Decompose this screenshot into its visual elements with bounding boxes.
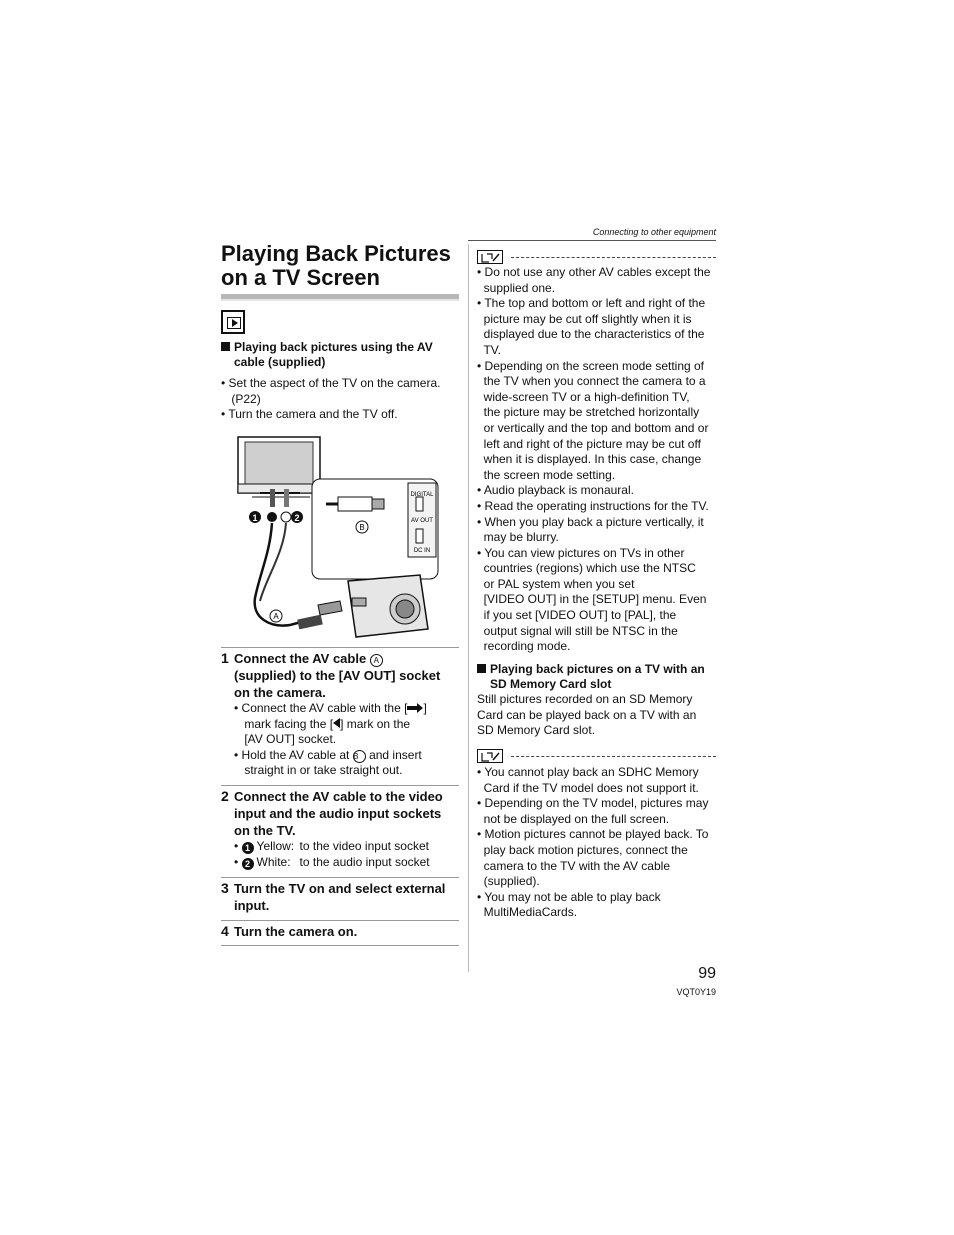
note-line: or PAL system when you set <box>477 576 635 591</box>
step-2-notes <box>234 839 460 870</box>
step-divider <box>221 647 459 648</box>
note-line: • Read the operating instructions for the TV. <box>477 498 709 513</box>
section-heading-av-cable: Playing back pictures using the AV cable (supplied) <box>221 340 461 370</box>
square-bullet-icon <box>477 664 486 673</box>
note-item <box>477 827 717 889</box>
list-item: • Connect the AV cable with the [ ] mark facing the [ ] mark on the [AV OUT] socket. <box>234 701 427 747</box>
marker-a-label: A <box>273 612 279 621</box>
note-item <box>477 546 717 655</box>
note-item <box>477 765 717 796</box>
marker-2-label: 2 <box>294 513 300 523</box>
playback-mode-icon <box>221 310 245 334</box>
body-line: SD Memory Card slot. <box>477 723 596 738</box>
section-heading-sd-card: Playing back pictures on a TV with an SD Memory Card slot <box>477 662 719 692</box>
notes-list-1 <box>477 265 717 655</box>
marker-b-inline: B <box>353 750 366 763</box>
note-line: [VIDEO OUT] in the [SETUP] menu. Even <box>477 592 707 607</box>
step-divider <box>221 945 459 946</box>
port-digital: DIGITAL <box>410 492 434 498</box>
list-item: • 1 Yellow: to the video input socket <box>234 839 429 853</box>
note-icon <box>477 250 503 264</box>
column-divider <box>468 244 469 972</box>
note-item <box>477 359 717 484</box>
marker-a-inline: A <box>370 654 383 667</box>
step-1-notes <box>234 701 460 779</box>
note-line: • Audio playback is monaural. <box>477 483 634 498</box>
note-line: if you set [VIDEO OUT] to [PAL], the <box>477 608 677 623</box>
step-divider <box>221 877 459 878</box>
square-bullet-icon <box>221 342 230 351</box>
list-item: • 2 White: to the audio input socket <box>234 854 430 869</box>
note-line: picture may be cut off slightly when it is <box>477 311 692 326</box>
camera-illustration <box>318 575 428 637</box>
note-line: TV. <box>477 342 502 357</box>
note-line: may be blurry. <box>477 530 559 545</box>
note-line: the TV when you connect the camera to a <box>477 374 706 389</box>
note-line: or vertically and the top and bottom and or <box>477 420 709 435</box>
note-line: • Motion pictures cannot be played back. To <box>477 827 709 842</box>
note-item <box>477 499 717 515</box>
prep-bullets <box>221 376 461 423</box>
port-avout: AV OUT <box>411 518 433 524</box>
note-item <box>477 796 717 827</box>
connection-diagram <box>230 433 440 645</box>
note-item <box>477 265 717 296</box>
body-line: Card can be played back on a TV with an <box>477 707 697 722</box>
note-line: the picture may be stretched horizontally <box>477 405 700 420</box>
title-line-2: on a TV Screen <box>221 265 380 290</box>
marker-b-label: B <box>359 523 365 532</box>
note-line: supplied one. <box>477 280 556 295</box>
marker-1 <box>249 511 261 523</box>
note-line: • You may not be able to play back <box>477 889 661 904</box>
list-item: • Hold the AV cable at B and insert straight in or take straight out. <box>234 747 422 778</box>
note-item <box>477 515 717 546</box>
note-line: recording mode. <box>477 639 571 654</box>
tv-illustration <box>238 437 320 497</box>
note-icon <box>477 749 503 763</box>
note-line: wide-screen TV or a high-definition TV, <box>477 389 690 404</box>
step-4: 4 Turn the camera on. <box>221 923 358 939</box>
note-line: (supplied). <box>477 874 540 889</box>
body-line: Still pictures recorded on an SD Memory <box>477 692 693 706</box>
note-line: output signal will still be NTSC in the <box>477 623 678 638</box>
title-line-1: Playing Back Pictures <box>221 241 451 266</box>
note-line: play back motion pictures, connect the <box>477 842 688 857</box>
step-divider <box>221 920 459 921</box>
page-title <box>221 242 461 290</box>
note-item <box>477 296 717 358</box>
note-line: left and right of the picture may be cut off <box>477 436 701 451</box>
sd-card-description <box>477 692 717 739</box>
step-divider <box>221 785 459 786</box>
note-line: • When you play back a picture vertically, it <box>477 514 704 529</box>
document-code: VQT0Y19 <box>676 987 716 997</box>
note-line: • You can view pictures on TVs in other <box>477 545 685 560</box>
triangle-mark-icon <box>333 718 340 728</box>
note-divider <box>511 756 716 757</box>
rca-plugs <box>255 489 305 626</box>
arrow-mark-icon <box>407 704 423 712</box>
note-line: when it is displayed. In this case, change <box>477 452 702 467</box>
note-line: camera to the TV with the AV cable <box>477 858 670 873</box>
note-line: • The top and bottom or left and right of the <box>477 296 706 311</box>
list-item: • Set the aspect of the TV on the camera. (P22) <box>221 376 441 406</box>
note-line: countries (regions) which use the NTSC <box>477 561 696 576</box>
section-label: Connecting to other equipment <box>592 227 716 237</box>
note-line: the screen mode setting. <box>477 467 616 482</box>
note-line: • Do not use any other AV cables except the <box>477 265 711 279</box>
note-divider <box>511 257 716 258</box>
header-rule <box>468 240 716 241</box>
step-1: 1 Connect the AV cable A (supplied) to the [AV OUT] socket on the camera. <box>221 650 441 700</box>
page-number: 99 <box>698 965 716 982</box>
port-dcin: DC IN <box>413 548 431 554</box>
note-line: displayed due to the characteristics of the <box>477 327 705 342</box>
title-underline-shadow <box>221 299 459 301</box>
note-line: MultiMediaCards. <box>477 905 578 920</box>
note-line: • Depending on the TV model, pictures may <box>477 796 709 811</box>
socket-callout <box>312 479 438 579</box>
note-line: • Depending on the screen mode setting of <box>477 358 705 373</box>
notes-list-2 <box>477 765 717 921</box>
step-3: 3 Turn the TV on and select external input. <box>221 880 446 913</box>
marker-a <box>270 610 282 622</box>
list-item: • Turn the camera and the TV off. <box>221 407 398 422</box>
note-line: Card if the TV model does not support it. <box>477 780 699 795</box>
step-2: 2 Connect the AV cable to the video input and the audio input sockets on the TV. <box>221 788 443 838</box>
note-line: • You cannot play back an SDHC Memory <box>477 765 699 779</box>
marker-2 <box>291 511 303 523</box>
note-line: not be displayed on the full screen. <box>477 811 670 826</box>
marker-1-label: 1 <box>252 513 258 523</box>
note-item <box>477 890 717 921</box>
note-item <box>477 483 717 499</box>
